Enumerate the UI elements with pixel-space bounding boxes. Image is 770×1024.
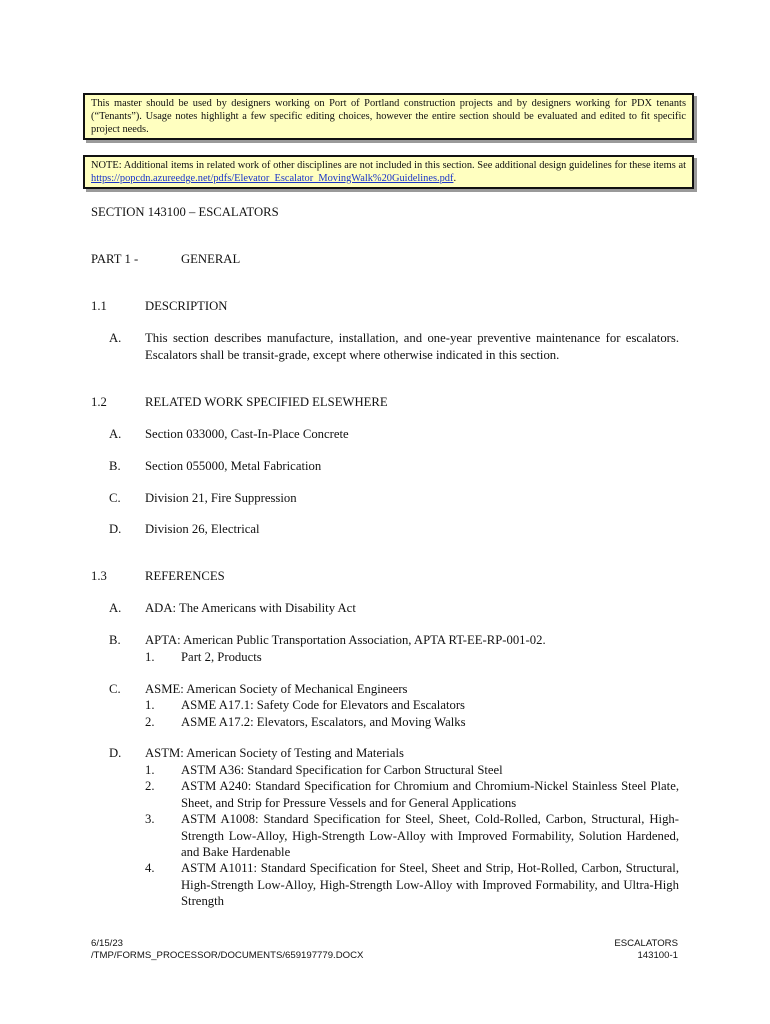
related-work-note	[83, 155, 694, 189]
item-text: ASTM: American Society of Testing and Materials	[145, 746, 404, 760]
item-text: ADA: The Americans with Disability Act	[145, 601, 356, 615]
article-number: 1.3	[91, 569, 107, 583]
sub-item-text: ASTM A36: Standard Specification for Carbon Structural Steel	[181, 763, 503, 777]
usage-note	[83, 93, 694, 140]
footer-left	[91, 938, 363, 962]
footer-date: 6/15/23	[91, 938, 124, 949]
sub-item-text: ASTM A240: Standard Specification for Chromium and Chromium-Nickel Stainless Steel Plate, Sheet, and Strip for Pressure Vessels and for General Applications	[181, 779, 679, 810]
part-title: GENERAL	[181, 252, 241, 266]
sub-item-number: 2.	[145, 779, 155, 793]
article-title: DESCRIPTION	[145, 299, 228, 313]
item-text: This section describes manufacture, installation, and one-year preventive maintenance for escalators. Escalators shall be transit-grade, except where otherwise indicated in this section.	[145, 331, 679, 362]
guidelines-link[interactable]: https://popcdn.azureedge.net/pdfs/Elevator_Escalator_MovingWalk%20Guidelines.pdf	[91, 173, 454, 184]
item-letter: D.	[109, 522, 122, 536]
article-number: 1.1	[91, 299, 107, 313]
item-letter: D.	[109, 746, 122, 760]
item-text: Division 26, Electrical	[145, 522, 260, 536]
item-letter: A.	[109, 331, 122, 345]
section-title: SECTION 143100 – ESCALATORS	[91, 205, 279, 219]
footer-page-number: 143100-1	[637, 950, 678, 961]
sub-item-number: 1.	[145, 650, 155, 664]
sub-item-text: ASME A17.2: Elevators, Escalators, and Moving Walks	[181, 715, 466, 729]
item-letter: C.	[109, 491, 121, 505]
sub-item-number: 3.	[145, 812, 155, 826]
item-letter: B.	[109, 459, 121, 473]
item-letter: B.	[109, 633, 121, 647]
item-text: Section 033000, Cast-In-Place Concrete	[145, 427, 349, 441]
article-title: REFERENCES	[145, 569, 225, 583]
sub-item-text: ASME A17.1: Safety Code for Elevators and Escalators	[181, 698, 465, 712]
footer-section-name: ESCALATORS	[614, 938, 678, 949]
item-text: APTA: American Public Transportation Association, APTA RT-EE-RP-001-02.	[145, 633, 546, 647]
sub-item-text: Part 2, Products	[181, 650, 262, 664]
sub-item-text: ASTM A1011: Standard Specification for Steel, Sheet and Strip, Hot-Rolled, Carbon, Structural, High-Strength Low-Alloy, High-Strength Low-Alloy with Improved Formability, and Ultra-High Strength	[181, 861, 679, 908]
item-letter: A.	[109, 427, 122, 441]
item-letter: C.	[109, 682, 121, 696]
article-number: 1.2	[91, 395, 107, 409]
item-text: Section 055000, Metal Fabrication	[145, 459, 322, 473]
sub-item-number: 2.	[145, 715, 155, 729]
usage-note-text: This master should be used by designers working on Port of Portland construction projects and by designers working for PDX tenants (“Tenants”). Usage notes highlight a few specific editing choices, however the entire section should be evaluated and edited to fit specific project needs.	[91, 98, 686, 135]
item-text: Division 21, Fire Suppression	[145, 491, 297, 505]
footer-path: /TMP/FORMS_PROCESSOR/DOCUMENTS/659197779.DOCX	[91, 950, 364, 961]
sub-item-number: 1.	[145, 698, 155, 712]
sub-item-text: ASTM A1008: Standard Specification for Steel, Sheet, Cold-Rolled, Carbon, Structural, High-Strength Low-Alloy, High-Strength Low-Alloy with Improved Formability, Solution Hardened, and Bake Hardenable	[181, 812, 679, 859]
item-letter: A.	[109, 601, 122, 615]
footer-right	[614, 938, 678, 962]
sub-item-number: 1.	[145, 763, 155, 777]
related-work-note-suffix: .	[453, 173, 457, 184]
item-text: ASME: American Society of Mechanical Engineers	[145, 682, 408, 696]
article-title: RELATED WORK SPECIFIED ELSEWHERE	[145, 395, 388, 409]
related-work-note-text: NOTE: Additional items in related work of other disciplines are not included in this section. See additional design guidelines for these items at	[91, 160, 686, 171]
sub-item-number: 4.	[145, 861, 155, 875]
part-label: PART 1 -	[91, 252, 139, 266]
